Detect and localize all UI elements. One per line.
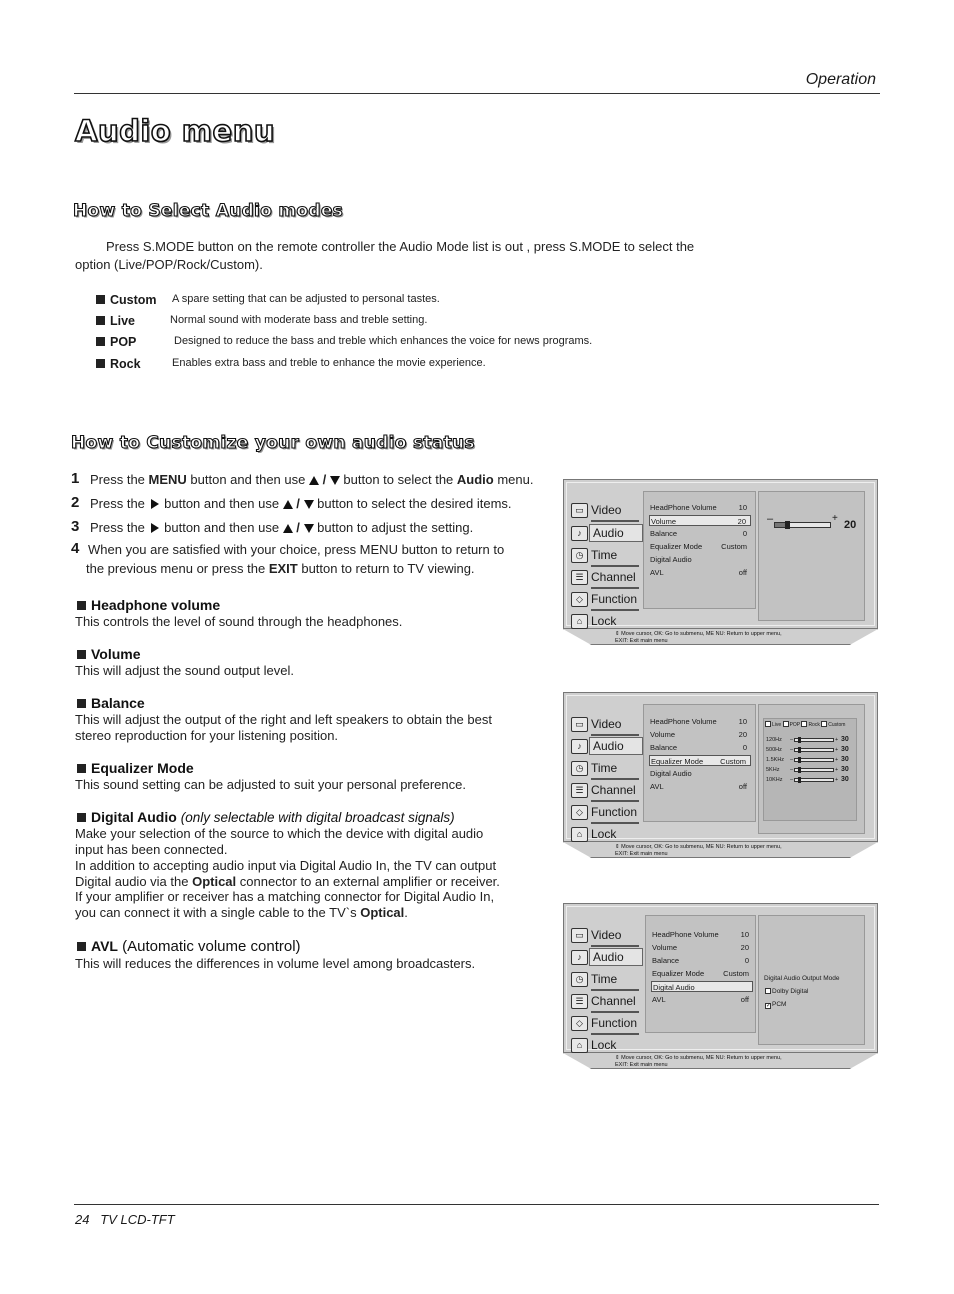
- eq-band: 10KHz – + 30: [766, 776, 849, 783]
- music-note-icon: ♪: [571, 526, 588, 541]
- right-arrow-icon: [151, 523, 159, 533]
- balance-heading: Balance: [77, 695, 145, 711]
- headphone-heading: Headphone volume: [77, 597, 220, 613]
- bullet-icon: [77, 699, 86, 708]
- avl-text: This will reduces the differences in volume level among broadcasters.: [75, 956, 476, 971]
- step-4-line-1: When you are satisfied with your choice, press MENU button to return to: [88, 542, 505, 557]
- step-3: Press the button and then use / button to adjust the setting.: [90, 520, 474, 535]
- eq-band: 5KHz – + 30: [766, 766, 849, 773]
- headphone-text: This controls the level of sound through the headphones.: [75, 614, 403, 629]
- mode-rock: Rock: [96, 355, 141, 373]
- up-arrow-icon: [309, 476, 319, 485]
- mode-pop-desc: Designed to reduce the bass and treble which enhances the voice for news programs.: [174, 335, 593, 347]
- osd-volume-panel: [758, 491, 865, 621]
- page-number: 24 TV LCD-TFT: [75, 1212, 175, 1227]
- osd-screen-equalizer: [563, 692, 878, 857]
- step-4-line-2: the previous menu or press the EXIT button to return to TV viewing.: [86, 561, 475, 576]
- digital-text-2: input has been connected.: [75, 842, 228, 857]
- osd-row: Balance 0: [650, 743, 747, 752]
- function-icon: ◇: [571, 592, 588, 607]
- osd-menu-lock: ⌂ Lock: [569, 824, 643, 844]
- osd-menu-video: ▭ Video: [569, 500, 643, 520]
- osd-menu-video: ▭ Video: [569, 925, 643, 945]
- mode-custom-desc: A spare setting that can be adjusted to personal tastes.: [172, 293, 440, 305]
- volume-slider: [774, 522, 831, 528]
- intro-line-1: Press S.MODE button on the remote controller the Audio Mode list is out , press S.MODE to select the: [106, 239, 695, 254]
- bullet-icon: [96, 316, 105, 325]
- osd-menu-audio: ♪ Audio: [569, 947, 643, 967]
- bullet-icon: [77, 813, 86, 822]
- osd-settings-list: [643, 704, 756, 822]
- function-icon: ◇: [571, 805, 588, 820]
- osd-row: Balance 0: [650, 529, 747, 538]
- bullet-icon: [77, 601, 86, 610]
- step-number: 4: [71, 540, 80, 557]
- osd-row-selected: Volume 20: [649, 515, 751, 526]
- lock-icon: ⌂: [571, 614, 588, 629]
- checkmark-icon: [765, 1003, 771, 1009]
- mode-pop: POP: [96, 333, 136, 351]
- bullet-icon: [96, 295, 105, 304]
- music-note-icon: ♪: [571, 950, 588, 965]
- step-number: 1: [71, 470, 80, 487]
- section-label: Operation: [805, 71, 876, 88]
- osd-row: Balance 0: [652, 956, 749, 965]
- osd-settings-list: [643, 491, 756, 609]
- minus-icon: –: [767, 513, 774, 525]
- video-icon: ▭: [571, 928, 588, 943]
- osd-settings-list: [645, 915, 756, 1033]
- eq-band: 500Hz – + 30: [766, 746, 849, 753]
- osd-menu-video: ▭ Video: [569, 714, 643, 734]
- bullet-icon: [77, 764, 86, 773]
- select-modes-heading: How to Select Audio modes: [73, 201, 344, 221]
- osd-row: AVL off: [650, 782, 747, 791]
- osd-help-bar: ⇕ Move cursor, OK: Go to submenu, ME NU: Return to upper menu, EXIT: Exit main menu: [563, 629, 878, 645]
- music-note-icon: ♪: [571, 739, 588, 754]
- osd-menu-time: ◷ Time: [569, 969, 643, 989]
- osd-menu-function: ◇ Function: [569, 589, 643, 609]
- balance-text-1: This will adjust the output of the right and left speakers to obtain the best: [75, 712, 492, 727]
- option-pcm: ✓PCM: [765, 1001, 786, 1009]
- page-title: Audio menu: [75, 114, 275, 148]
- lock-icon: ⌂: [571, 1038, 588, 1053]
- footer-rule: [74, 1204, 879, 1205]
- osd-menu-audio: ♪ Audio: [569, 736, 643, 756]
- mode-custom: Custom: [96, 291, 157, 309]
- bullet-icon: [96, 359, 105, 368]
- osd-row: HeadPhone Volume 10: [650, 717, 747, 726]
- clock-icon: ◷: [571, 972, 588, 987]
- osd-menu-function: ◇ Function: [569, 802, 643, 822]
- osd-equalizer-panel: [758, 704, 865, 834]
- equalizer-heading: Equalizer Mode: [77, 760, 194, 776]
- osd-menu-lock: ⌂ Lock: [569, 1035, 643, 1055]
- osd-screen-digital-audio: [563, 903, 878, 1068]
- eq-band: 1.5KHz – + 30: [766, 756, 849, 763]
- balance-text-2: stereo reproduction for your listening position.: [75, 728, 339, 743]
- down-arrow-icon: [304, 524, 314, 533]
- updown-icon: ⇕: [615, 631, 620, 637]
- step-1: Press the MENU button and then use / button to select the Audio menu.: [90, 472, 534, 487]
- right-arrow-icon: [151, 499, 159, 509]
- digital-output-title: Digital Audio Output Mode: [764, 975, 840, 982]
- osd-menu-function: ◇ Function: [569, 1013, 643, 1033]
- channel-list-icon: ☰: [571, 570, 588, 585]
- digital-text-5: If your amplifier or receiver has a matching connector for Digital Audio In,: [75, 889, 495, 904]
- intro-line-2: option (Live/POP/Rock/Custom).: [75, 257, 263, 272]
- osd-screen-volume: [563, 479, 878, 644]
- step-number: 3: [71, 518, 80, 535]
- osd-row-selected: Digital Audio: [651, 981, 753, 992]
- volume-value: 20: [844, 519, 857, 531]
- digital-audio-heading: Digital Audio (only selectable with digital broadcast signals): [77, 809, 455, 825]
- eq-band: 120Hz – + 30: [766, 736, 849, 743]
- osd-row: Equalizer Mode Custom: [650, 542, 747, 551]
- osd-row: AVL off: [650, 568, 747, 577]
- clock-icon: ◷: [571, 761, 588, 776]
- mode-live-desc: Normal sound with moderate bass and treble setting.: [170, 314, 428, 326]
- lock-icon: ⌂: [571, 827, 588, 842]
- osd-menu-time: ◷ Time: [569, 758, 643, 778]
- channel-list-icon: ☰: [571, 994, 588, 1009]
- osd-row-selected: Equalizer Mode Custom: [649, 755, 751, 766]
- equalizer-text: This sound setting can be adjusted to suit your personal preference.: [75, 777, 466, 792]
- bullet-icon: [96, 337, 105, 346]
- osd-digital-audio-panel: [758, 915, 865, 1045]
- function-icon: ◇: [571, 1016, 588, 1031]
- osd-row: Volume 20: [652, 943, 749, 952]
- osd-menu-audio: ♪ Audio: [569, 523, 643, 543]
- osd-menu-channel: ☰ Channel: [569, 567, 643, 587]
- plus-icon: +: [832, 513, 838, 524]
- osd-row: Equalizer Mode Custom: [652, 969, 749, 978]
- mode-live: Live: [96, 312, 135, 330]
- video-icon: ▭: [571, 503, 588, 518]
- osd-row: Digital Audio: [650, 555, 692, 564]
- header-rule: [74, 93, 880, 94]
- eq-mode-checkboxes: Live POP Rock Custom: [765, 721, 845, 728]
- osd-help-bar: ⇕ Move cursor, OK: Go to submenu, ME NU: Return to upper menu, EXIT: Exit main menu: [563, 1053, 878, 1069]
- osd-row: HeadPhone Volume 10: [650, 503, 747, 512]
- osd-help-bar: ⇕ Move cursor, OK: Go to submenu, ME NU: Return to upper menu, EXIT: Exit main menu: [563, 842, 878, 858]
- up-arrow-icon: [283, 500, 293, 509]
- step-2: Press the button and then use / button to select the desired items.: [90, 496, 512, 511]
- digital-text-4: Digital audio via the Optical connector to an external amplifier or receiver.: [75, 874, 500, 889]
- bullet-icon: [77, 650, 86, 659]
- mode-rock-desc: Enables extra bass and treble to enhance the movie experience.: [172, 357, 486, 369]
- digital-text-6: you can connect it with a single cable to the TV`s Optical.: [75, 905, 408, 920]
- avl-heading: AVL (Automatic volume control): [77, 938, 301, 955]
- osd-row: Digital Audio: [650, 769, 692, 778]
- volume-text: This will adjust the sound output level.: [75, 663, 294, 678]
- updown-icon: ⇕: [615, 844, 620, 850]
- down-arrow-icon: [304, 500, 314, 509]
- osd-menu-channel: ☰ Channel: [569, 780, 643, 800]
- channel-list-icon: ☰: [571, 783, 588, 798]
- bullet-icon: [77, 942, 86, 951]
- digital-text-3: In addition to accepting audio input via Digital Audio In, the TV can output: [75, 858, 497, 873]
- down-arrow-icon: [330, 476, 340, 485]
- volume-heading: Volume: [77, 646, 141, 662]
- up-arrow-icon: [283, 524, 293, 533]
- osd-row: Volume 20: [650, 730, 747, 739]
- customize-heading: How to Customize your own audio status: [71, 433, 475, 453]
- updown-icon: ⇕: [615, 1055, 620, 1061]
- digital-text-1: Make your selection of the source to which the device with digital audio: [75, 826, 484, 841]
- video-icon: ▭: [571, 717, 588, 732]
- step-number: 2: [71, 494, 80, 511]
- osd-row: AVL off: [652, 995, 749, 1004]
- osd-menu-channel: ☰ Channel: [569, 991, 643, 1011]
- osd-menu-time: ◷ Time: [569, 545, 643, 565]
- option-dolby-digital: Dolby Digital: [765, 988, 809, 995]
- osd-menu-lock: ⌂ Lock: [569, 611, 643, 631]
- clock-icon: ◷: [571, 548, 588, 563]
- osd-row: HeadPhone Volume 10: [652, 930, 749, 939]
